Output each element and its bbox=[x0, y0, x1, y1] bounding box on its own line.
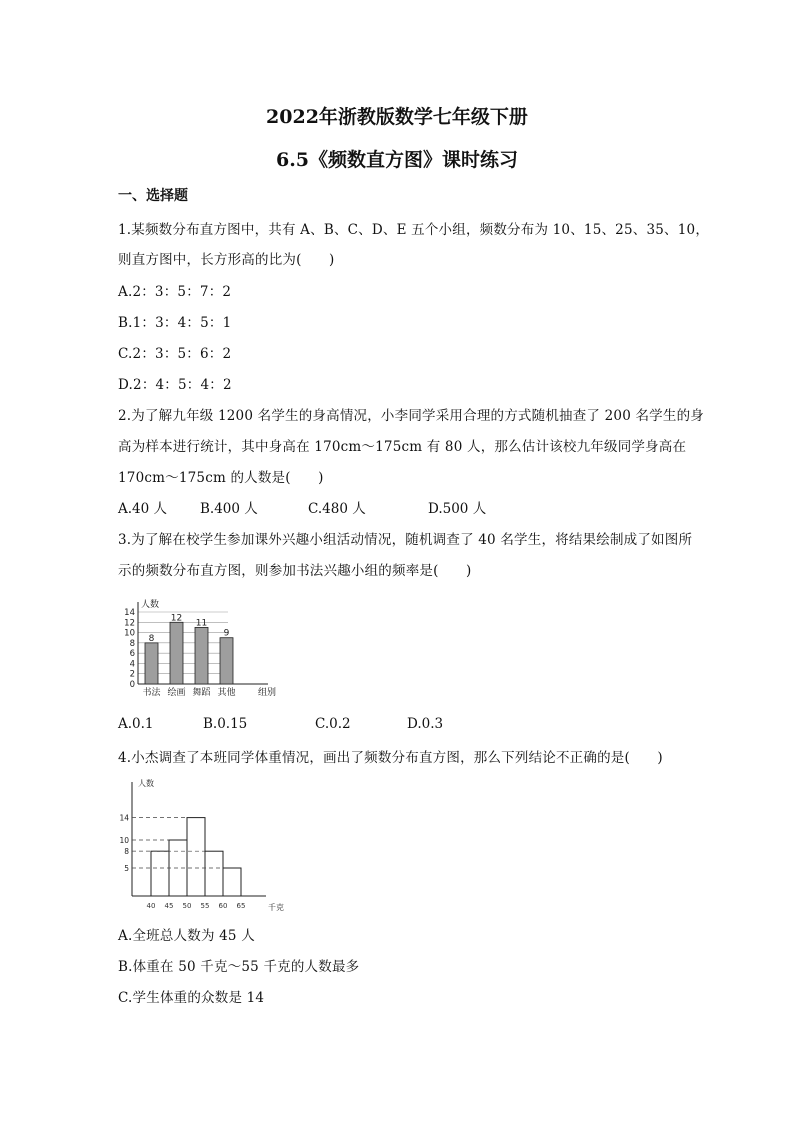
y-tick-label: 0 bbox=[129, 680, 135, 690]
q2-options bbox=[118, 497, 678, 517]
q3-option-c: C.0.2 bbox=[315, 716, 351, 732]
y-axis-label: 人数 bbox=[138, 779, 154, 788]
y-axis-label: 人数 bbox=[141, 600, 160, 610]
bar-value-label: 12 bbox=[170, 613, 183, 624]
q2-option-b: B.400 人 bbox=[200, 501, 258, 517]
q1-option-d: D.2：4：5：4：2 bbox=[118, 377, 232, 393]
bar-value-label: 8 bbox=[148, 633, 155, 644]
y-tick-label: 8 bbox=[124, 847, 129, 857]
q2-option-d: D.500 人 bbox=[428, 501, 487, 517]
x-tick-label: 45 bbox=[164, 902, 174, 910]
bar bbox=[145, 643, 158, 684]
x-tick-label: 40 bbox=[146, 902, 156, 910]
category-label: 绘画 bbox=[167, 688, 186, 698]
q4-text-line1: 4.小杰调查了本班同学体重情况，画出了频数分布直方图，那么下列结论不正确的是( ) bbox=[118, 750, 663, 766]
x-tick-label: 60 bbox=[218, 902, 228, 910]
page-subtitle: 6.5《频数直方图》课时练习 bbox=[275, 149, 519, 171]
q4-option-c: C.学生体重的众数是 14 bbox=[118, 990, 265, 1006]
q2-option-c: C.480 人 bbox=[308, 501, 366, 517]
q2-option-a: A.40 人 bbox=[118, 501, 168, 517]
q4-option-b: B.体重在 50 千克～55 千克的人数最多 bbox=[118, 959, 360, 975]
category-label: 其他 bbox=[217, 688, 236, 698]
q4-histogram bbox=[118, 776, 298, 914]
q4-option-a: A.全班总人数为 45 人 bbox=[118, 928, 255, 944]
q3-text-line1: 3.为了解在校学生参加课外兴趣小组活动情况，随机调查了 40 名学生，将结果绘制成了如图所 bbox=[118, 532, 693, 548]
q3-option-a: A.0.1 bbox=[118, 716, 154, 732]
q3-bar-chart bbox=[118, 592, 288, 700]
y-tick-label: 4 bbox=[129, 659, 135, 670]
histogram-bar bbox=[223, 868, 241, 896]
q1-option-a: A.2：3：5：7：2 bbox=[118, 284, 232, 300]
q2-text-line3: 170cm～175cm 的人数是( ) bbox=[118, 470, 324, 486]
q3-options bbox=[118, 716, 678, 736]
histogram-bar bbox=[151, 851, 169, 896]
y-tick-label: 8 bbox=[129, 638, 135, 649]
y-tick-label: 2 bbox=[129, 669, 135, 680]
q3-option-d: D.0.3 bbox=[407, 716, 444, 732]
y-tick-label: 14 bbox=[124, 608, 135, 618]
section-heading: 一、选择题 bbox=[118, 188, 188, 204]
bar bbox=[220, 638, 233, 684]
x-tick-label: 50 bbox=[182, 902, 192, 910]
q3-text-line2: 示的频数分布直方图，则参加书法兴趣小组的频率是( ) bbox=[118, 563, 472, 579]
histogram-bar bbox=[187, 818, 205, 896]
x-tick-label: 55 bbox=[200, 902, 210, 910]
y-tick-label: 12 bbox=[124, 618, 135, 629]
y-tick-label: 5 bbox=[124, 864, 129, 873]
category-label: 舞蹈 bbox=[192, 688, 211, 698]
bar bbox=[195, 627, 208, 684]
y-tick-label: 14 bbox=[119, 813, 129, 823]
x-axis-label: 组别 bbox=[258, 688, 277, 698]
y-tick-label: 10 bbox=[119, 836, 129, 845]
q1-option-c: C.2：3：5：6：2 bbox=[118, 346, 232, 362]
y-tick-label: 10 bbox=[124, 628, 135, 639]
histogram-bar bbox=[205, 851, 223, 896]
q1-text-line1: 1.某频数分布直方图中，共有 A、B、C、D、E 五个小组，频数分布为 10、15、25、35、10， bbox=[118, 222, 710, 238]
page-title: 2022年浙教版数学七年级下册 bbox=[266, 106, 528, 128]
bar-value-label: 9 bbox=[223, 628, 230, 639]
x-axis-label: 千克 bbox=[268, 903, 284, 912]
bar-value-label: 11 bbox=[195, 618, 208, 629]
q1-option-b: B.1：3：4：5：1 bbox=[118, 315, 232, 331]
q1-text-line2: 则直方图中，长方形高的比为( ) bbox=[118, 252, 335, 268]
y-tick-label: 6 bbox=[129, 649, 135, 660]
x-tick-label: 65 bbox=[236, 902, 246, 910]
category-label: 书法 bbox=[142, 688, 161, 698]
q2-text-line1: 2.为了解九年级 1200 名学生的身高情况，小李同学采用合理的方式随机抽查了 200 名学生的身 bbox=[118, 408, 704, 424]
bar bbox=[170, 622, 183, 684]
q2-text-line2: 高为样本进行统计，其中身高在 170cm～175cm 有 80 人，那么估计该校九年级同学身高在 bbox=[118, 439, 687, 455]
q3-option-b: B.0.15 bbox=[203, 716, 248, 732]
